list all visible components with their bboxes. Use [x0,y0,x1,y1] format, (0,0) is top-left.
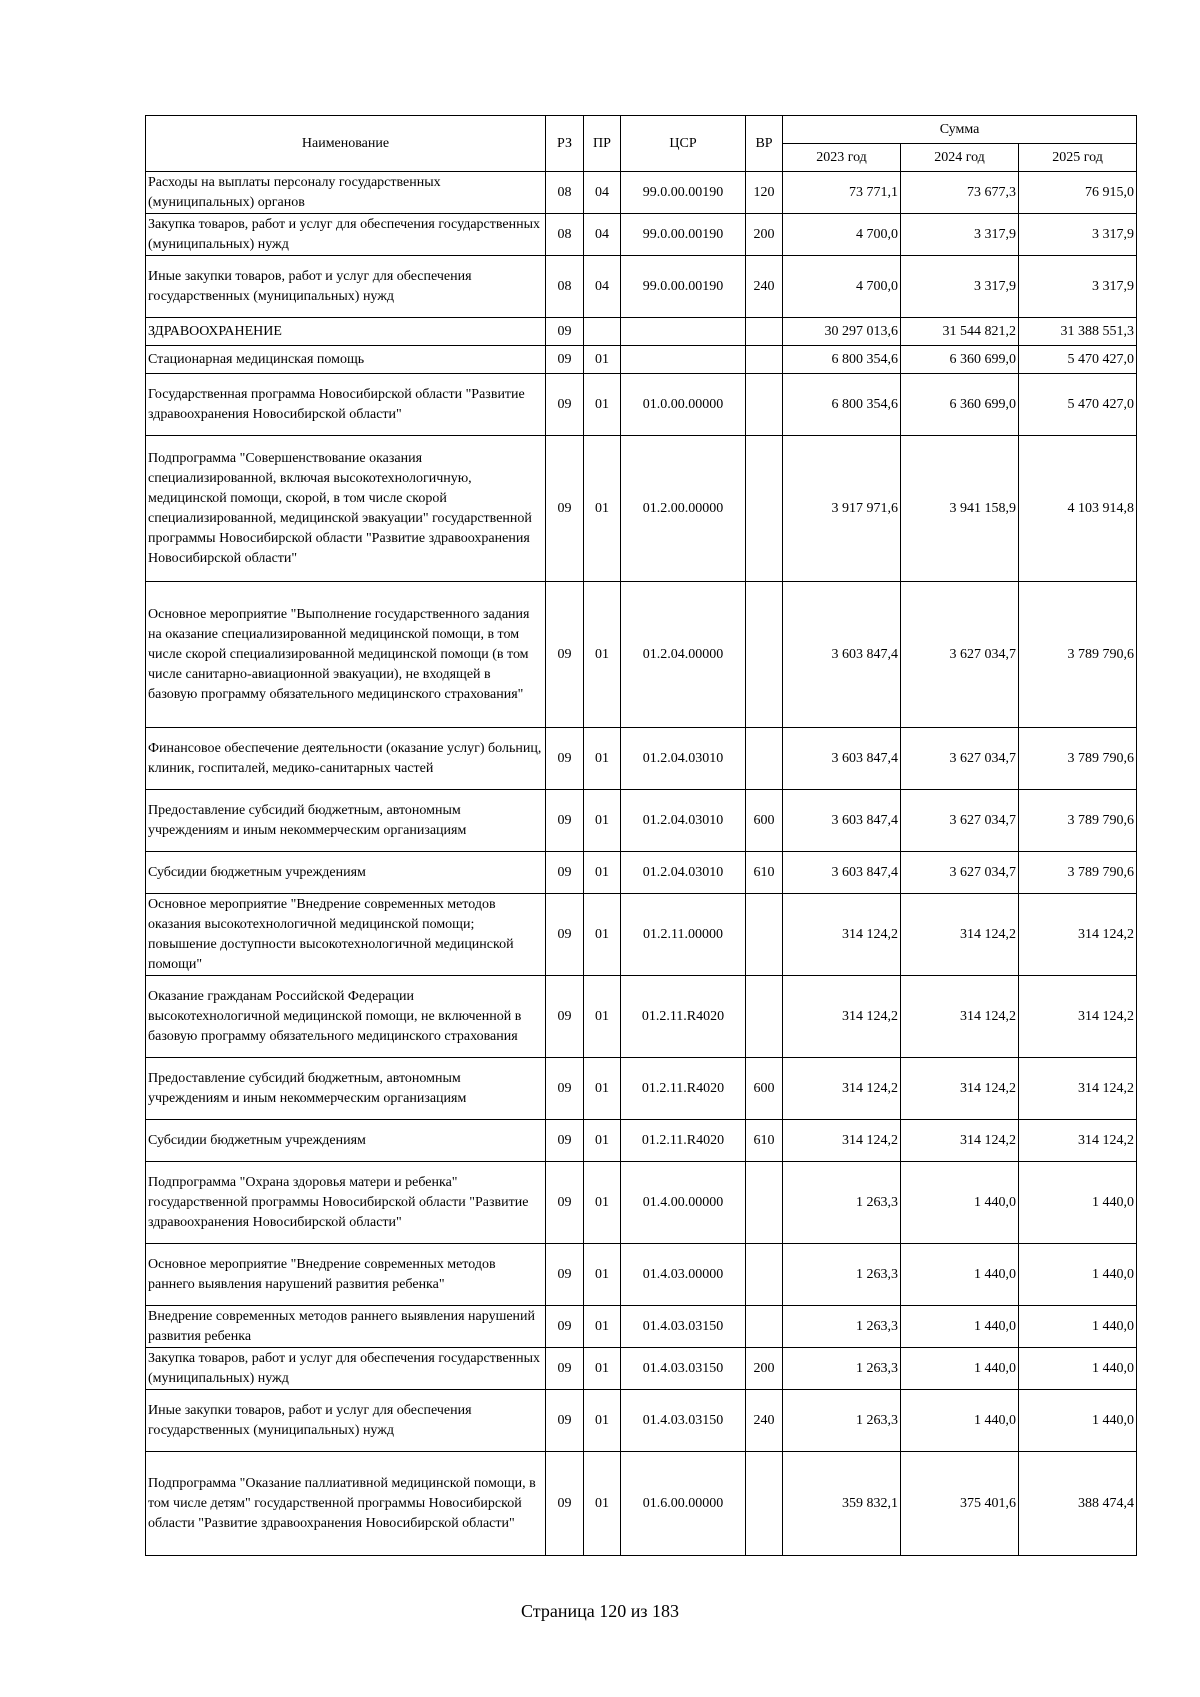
row-csr: 01.6.00.00000 [621,1452,746,1556]
row-vr [746,728,783,790]
row-vr [746,1162,783,1244]
row-sum-2024: 314 124,2 [901,976,1019,1058]
row-vr: 610 [746,1120,783,1162]
row-sum-2023: 3 603 847,4 [783,852,901,894]
table-row [146,172,1137,214]
row-sum-2023: 3 917 971,6 [783,436,901,582]
row-vr: 600 [746,1058,783,1120]
row-pr: 01 [584,1244,621,1306]
header-csr: ЦСР [621,116,746,172]
row-pr: 01 [584,1452,621,1556]
row-sum-2025: 76 915,0 [1019,172,1137,214]
row-csr: 01.2.11.00000 [621,894,746,976]
row-sum-2024: 1 440,0 [901,1390,1019,1452]
row-sum-2025: 388 474,4 [1019,1452,1137,1556]
table-header [146,116,1137,172]
row-sum-2024: 1 440,0 [901,1306,1019,1348]
row-name: Субсидии бюджетным учреждениям [146,1120,546,1162]
table-row [146,436,1137,582]
row-sum-2023: 314 124,2 [783,976,901,1058]
row-vr [746,894,783,976]
row-sum-2023: 314 124,2 [783,1058,901,1120]
row-vr: 200 [746,1348,783,1390]
row-sum-2025: 314 124,2 [1019,976,1137,1058]
row-name: Основное мероприятие "Выполнение государственного задания на оказание специализированной медицинской помощи, в том числе скорой специализированной медицинской помощи (в том числе санитарно-авиационной эвакуации), не входящей в базовую программу обязательного медицинского страхования" [146,582,546,728]
row-sum-2024: 3 317,9 [901,256,1019,318]
row-pr: 04 [584,214,621,256]
row-rz: 09 [546,1390,584,1452]
row-vr [746,1244,783,1306]
row-pr: 01 [584,790,621,852]
row-sum-2025: 3 317,9 [1019,214,1137,256]
row-pr: 01 [584,1306,621,1348]
table-row [146,1120,1137,1162]
row-rz: 09 [546,1244,584,1306]
row-sum-2025: 31 388 551,3 [1019,318,1137,346]
row-pr: 04 [584,172,621,214]
header-name: Наименование [146,116,546,172]
row-csr: 01.2.11.R4020 [621,976,746,1058]
header-year-2024: 2024 год [901,144,1019,172]
row-sum-2024: 314 124,2 [901,894,1019,976]
row-sum-2024: 31 544 821,2 [901,318,1019,346]
row-vr [746,318,783,346]
row-rz: 09 [546,852,584,894]
header-year-2023: 2023 год [783,144,901,172]
row-sum-2025: 314 124,2 [1019,1058,1137,1120]
row-csr: 01.2.11.R4020 [621,1058,746,1120]
table-row [146,256,1137,318]
table-row [146,1162,1137,1244]
row-rz: 09 [546,436,584,582]
row-name: Иные закупки товаров, работ и услуг для обеспечения государственных (муниципальных) нужд [146,256,546,318]
row-sum-2025: 3 317,9 [1019,256,1137,318]
row-sum-2023: 1 263,3 [783,1348,901,1390]
row-pr: 01 [584,728,621,790]
row-sum-2025: 1 440,0 [1019,1306,1137,1348]
row-name: Стационарная медицинская помощь [146,346,546,374]
row-name: Финансовое обеспечение деятельности (оказание услуг) больниц, клиник, госпиталей, медико-санитарных частей [146,728,546,790]
row-name: Закупка товаров, работ и услуг для обеспечения государственных (муниципальных) нужд [146,214,546,256]
row-sum-2024: 3 627 034,7 [901,728,1019,790]
row-sum-2024: 1 440,0 [901,1244,1019,1306]
row-rz: 09 [546,1452,584,1556]
table-row [146,728,1137,790]
row-pr: 01 [584,1058,621,1120]
row-csr: 01.2.04.00000 [621,582,746,728]
row-pr: 01 [584,1348,621,1390]
row-name: ЗДРАВООХРАНЕНИЕ [146,318,546,346]
row-sum-2023: 6 800 354,6 [783,374,901,436]
row-sum-2023: 314 124,2 [783,894,901,976]
row-name: Субсидии бюджетным учреждениям [146,852,546,894]
table-row [146,1244,1137,1306]
row-pr: 01 [584,1162,621,1244]
row-pr: 01 [584,1390,621,1452]
row-sum-2024: 1 440,0 [901,1162,1019,1244]
row-csr: 99.0.00.00190 [621,256,746,318]
row-csr: 01.4.03.03150 [621,1390,746,1452]
row-pr: 01 [584,374,621,436]
table-row [146,1348,1137,1390]
row-sum-2024: 6 360 699,0 [901,374,1019,436]
row-sum-2025: 1 440,0 [1019,1348,1137,1390]
row-name: Подпрограмма "Совершенствование оказания специализированной, включая высокотехнологичную, медицинской помощи, скорой, в том числе скорой специализированной, медицинской эвакуации" государственной программы Новосибирской области "Развитие здравоохранения Новосибирской области" [146,436,546,582]
row-csr: 01.4.03.00000 [621,1244,746,1306]
row-sum-2024: 3 627 034,7 [901,790,1019,852]
row-rz: 09 [546,790,584,852]
table-row [146,976,1137,1058]
header-rz: РЗ [546,116,584,172]
row-sum-2025: 3 789 790,6 [1019,852,1137,894]
row-sum-2023: 30 297 013,6 [783,318,901,346]
row-name: Основное мероприятие "Внедрение современных методов раннего выявления нарушений развития ребенка" [146,1244,546,1306]
row-name: Внедрение современных методов раннего выявления нарушений развития ребенка [146,1306,546,1348]
row-rz: 09 [546,1162,584,1244]
row-pr [584,318,621,346]
table-row [146,374,1137,436]
row-rz: 09 [546,1348,584,1390]
row-sum-2024: 3 627 034,7 [901,852,1019,894]
row-sum-2023: 1 263,3 [783,1244,901,1306]
row-rz: 08 [546,214,584,256]
row-csr [621,346,746,374]
row-name: Предоставление субсидий бюджетным, автономным учреждениям и иным некоммерческим организациям [146,1058,546,1120]
row-rz: 09 [546,1306,584,1348]
row-sum-2025: 5 470 427,0 [1019,374,1137,436]
row-pr: 01 [584,894,621,976]
row-sum-2024: 314 124,2 [901,1120,1019,1162]
row-csr: 99.0.00.00190 [621,214,746,256]
header-pr: ПР [584,116,621,172]
row-rz: 08 [546,256,584,318]
row-pr: 01 [584,346,621,374]
row-pr: 01 [584,436,621,582]
row-rz: 09 [546,318,584,346]
table-row [146,582,1137,728]
header-year-2025: 2025 год [1019,144,1137,172]
row-name: Предоставление субсидий бюджетным, автономным учреждениям и иным некоммерческим организациям [146,790,546,852]
row-rz: 09 [546,374,584,436]
row-csr: 01.2.04.03010 [621,728,746,790]
row-csr: 99.0.00.00190 [621,172,746,214]
row-sum-2023: 3 603 847,4 [783,582,901,728]
row-rz: 09 [546,976,584,1058]
table-row [146,1306,1137,1348]
table-row [146,1390,1137,1452]
row-sum-2024: 3 627 034,7 [901,582,1019,728]
row-sum-2024: 3 941 158,9 [901,436,1019,582]
row-rz: 09 [546,728,584,790]
row-sum-2025: 314 124,2 [1019,1120,1137,1162]
header-sum: Сумма [783,116,1137,144]
row-sum-2024: 6 360 699,0 [901,346,1019,374]
table-row [146,1452,1137,1556]
row-name: Расходы на выплаты персоналу государственных (муниципальных) органов [146,172,546,214]
row-rz: 09 [546,1120,584,1162]
row-rz: 09 [546,346,584,374]
row-csr: 01.2.04.03010 [621,790,746,852]
row-vr [746,1306,783,1348]
row-csr: 01.2.04.03010 [621,852,746,894]
table-row [146,790,1137,852]
row-sum-2024: 73 677,3 [901,172,1019,214]
row-name: Основное мероприятие "Внедрение современных методов оказания высокотехнологичной медицинской помощи; повышение доступности высокотехнологичной медицинской помощи" [146,894,546,976]
page-number: Страница 120 из 183 [521,1601,679,1621]
budget-table [145,115,1137,1556]
row-pr: 01 [584,1120,621,1162]
row-sum-2025: 4 103 914,8 [1019,436,1137,582]
header-vr: ВР [746,116,783,172]
row-csr: 01.4.00.00000 [621,1162,746,1244]
row-vr [746,582,783,728]
row-name: Государственная программа Новосибирской области "Развитие здравоохранения Новосибирской области" [146,374,546,436]
table-body [146,172,1137,1556]
row-sum-2025: 1 440,0 [1019,1390,1137,1452]
row-rz: 09 [546,894,584,976]
row-rz: 09 [546,1058,584,1120]
row-csr: 01.0.00.00000 [621,374,746,436]
row-vr: 240 [746,1390,783,1452]
row-name: Подпрограмма "Оказание паллиативной медицинской помощи, в том числе детям" государственной программы Новосибирской области "Развитие здравоохранения Новосибирской области" [146,1452,546,1556]
row-csr: 01.2.11.R4020 [621,1120,746,1162]
row-csr: 01.4.03.03150 [621,1348,746,1390]
row-sum-2025: 3 789 790,6 [1019,728,1137,790]
row-sum-2023: 314 124,2 [783,1120,901,1162]
row-sum-2024: 1 440,0 [901,1348,1019,1390]
row-vr [746,346,783,374]
row-sum-2025: 1 440,0 [1019,1244,1137,1306]
row-csr: 01.4.03.03150 [621,1306,746,1348]
row-csr [621,318,746,346]
row-csr: 01.2.00.00000 [621,436,746,582]
row-name: Оказание гражданам Российской Федерации высокотехнологичной медицинской помощи, не включенной в базовую программу обязательного медицинского страхования [146,976,546,1058]
row-sum-2025: 3 789 790,6 [1019,582,1137,728]
row-sum-2023: 73 771,1 [783,172,901,214]
row-sum-2023: 4 700,0 [783,256,901,318]
row-sum-2023: 3 603 847,4 [783,728,901,790]
row-sum-2023: 1 263,3 [783,1306,901,1348]
row-vr: 240 [746,256,783,318]
row-vr [746,1452,783,1556]
row-sum-2023: 4 700,0 [783,214,901,256]
row-sum-2023: 1 263,3 [783,1162,901,1244]
row-sum-2023: 1 263,3 [783,1390,901,1452]
row-name: Иные закупки товаров, работ и услуг для обеспечения государственных (муниципальных) нужд [146,1390,546,1452]
row-vr [746,374,783,436]
row-vr: 200 [746,214,783,256]
row-name: Закупка товаров, работ и услуг для обеспечения государственных (муниципальных) нужд [146,1348,546,1390]
row-sum-2023: 6 800 354,6 [783,346,901,374]
table-row [146,214,1137,256]
table-row [146,1058,1137,1120]
row-rz: 09 [546,582,584,728]
row-pr: 01 [584,582,621,728]
table-row [146,346,1137,374]
row-sum-2024: 375 401,6 [901,1452,1019,1556]
row-vr: 600 [746,790,783,852]
row-sum-2024: 314 124,2 [901,1058,1019,1120]
row-sum-2024: 3 317,9 [901,214,1019,256]
row-vr [746,436,783,582]
table-row [146,852,1137,894]
row-rz: 08 [546,172,584,214]
row-vr: 120 [746,172,783,214]
table-row [146,894,1137,976]
row-vr [746,976,783,1058]
row-sum-2025: 5 470 427,0 [1019,346,1137,374]
row-name: Подпрограмма "Охрана здоровья матери и ребенка" государственной программы Новосибирской области "Развитие здравоохранения Новосибирской области" [146,1162,546,1244]
row-sum-2025: 3 789 790,6 [1019,790,1137,852]
row-pr: 01 [584,976,621,1058]
row-sum-2025: 314 124,2 [1019,894,1137,976]
row-vr: 610 [746,852,783,894]
row-sum-2023: 359 832,1 [783,1452,901,1556]
row-pr: 01 [584,852,621,894]
table-row [146,318,1137,346]
row-sum-2023: 3 603 847,4 [783,790,901,852]
row-pr: 04 [584,256,621,318]
row-sum-2025: 1 440,0 [1019,1162,1137,1244]
